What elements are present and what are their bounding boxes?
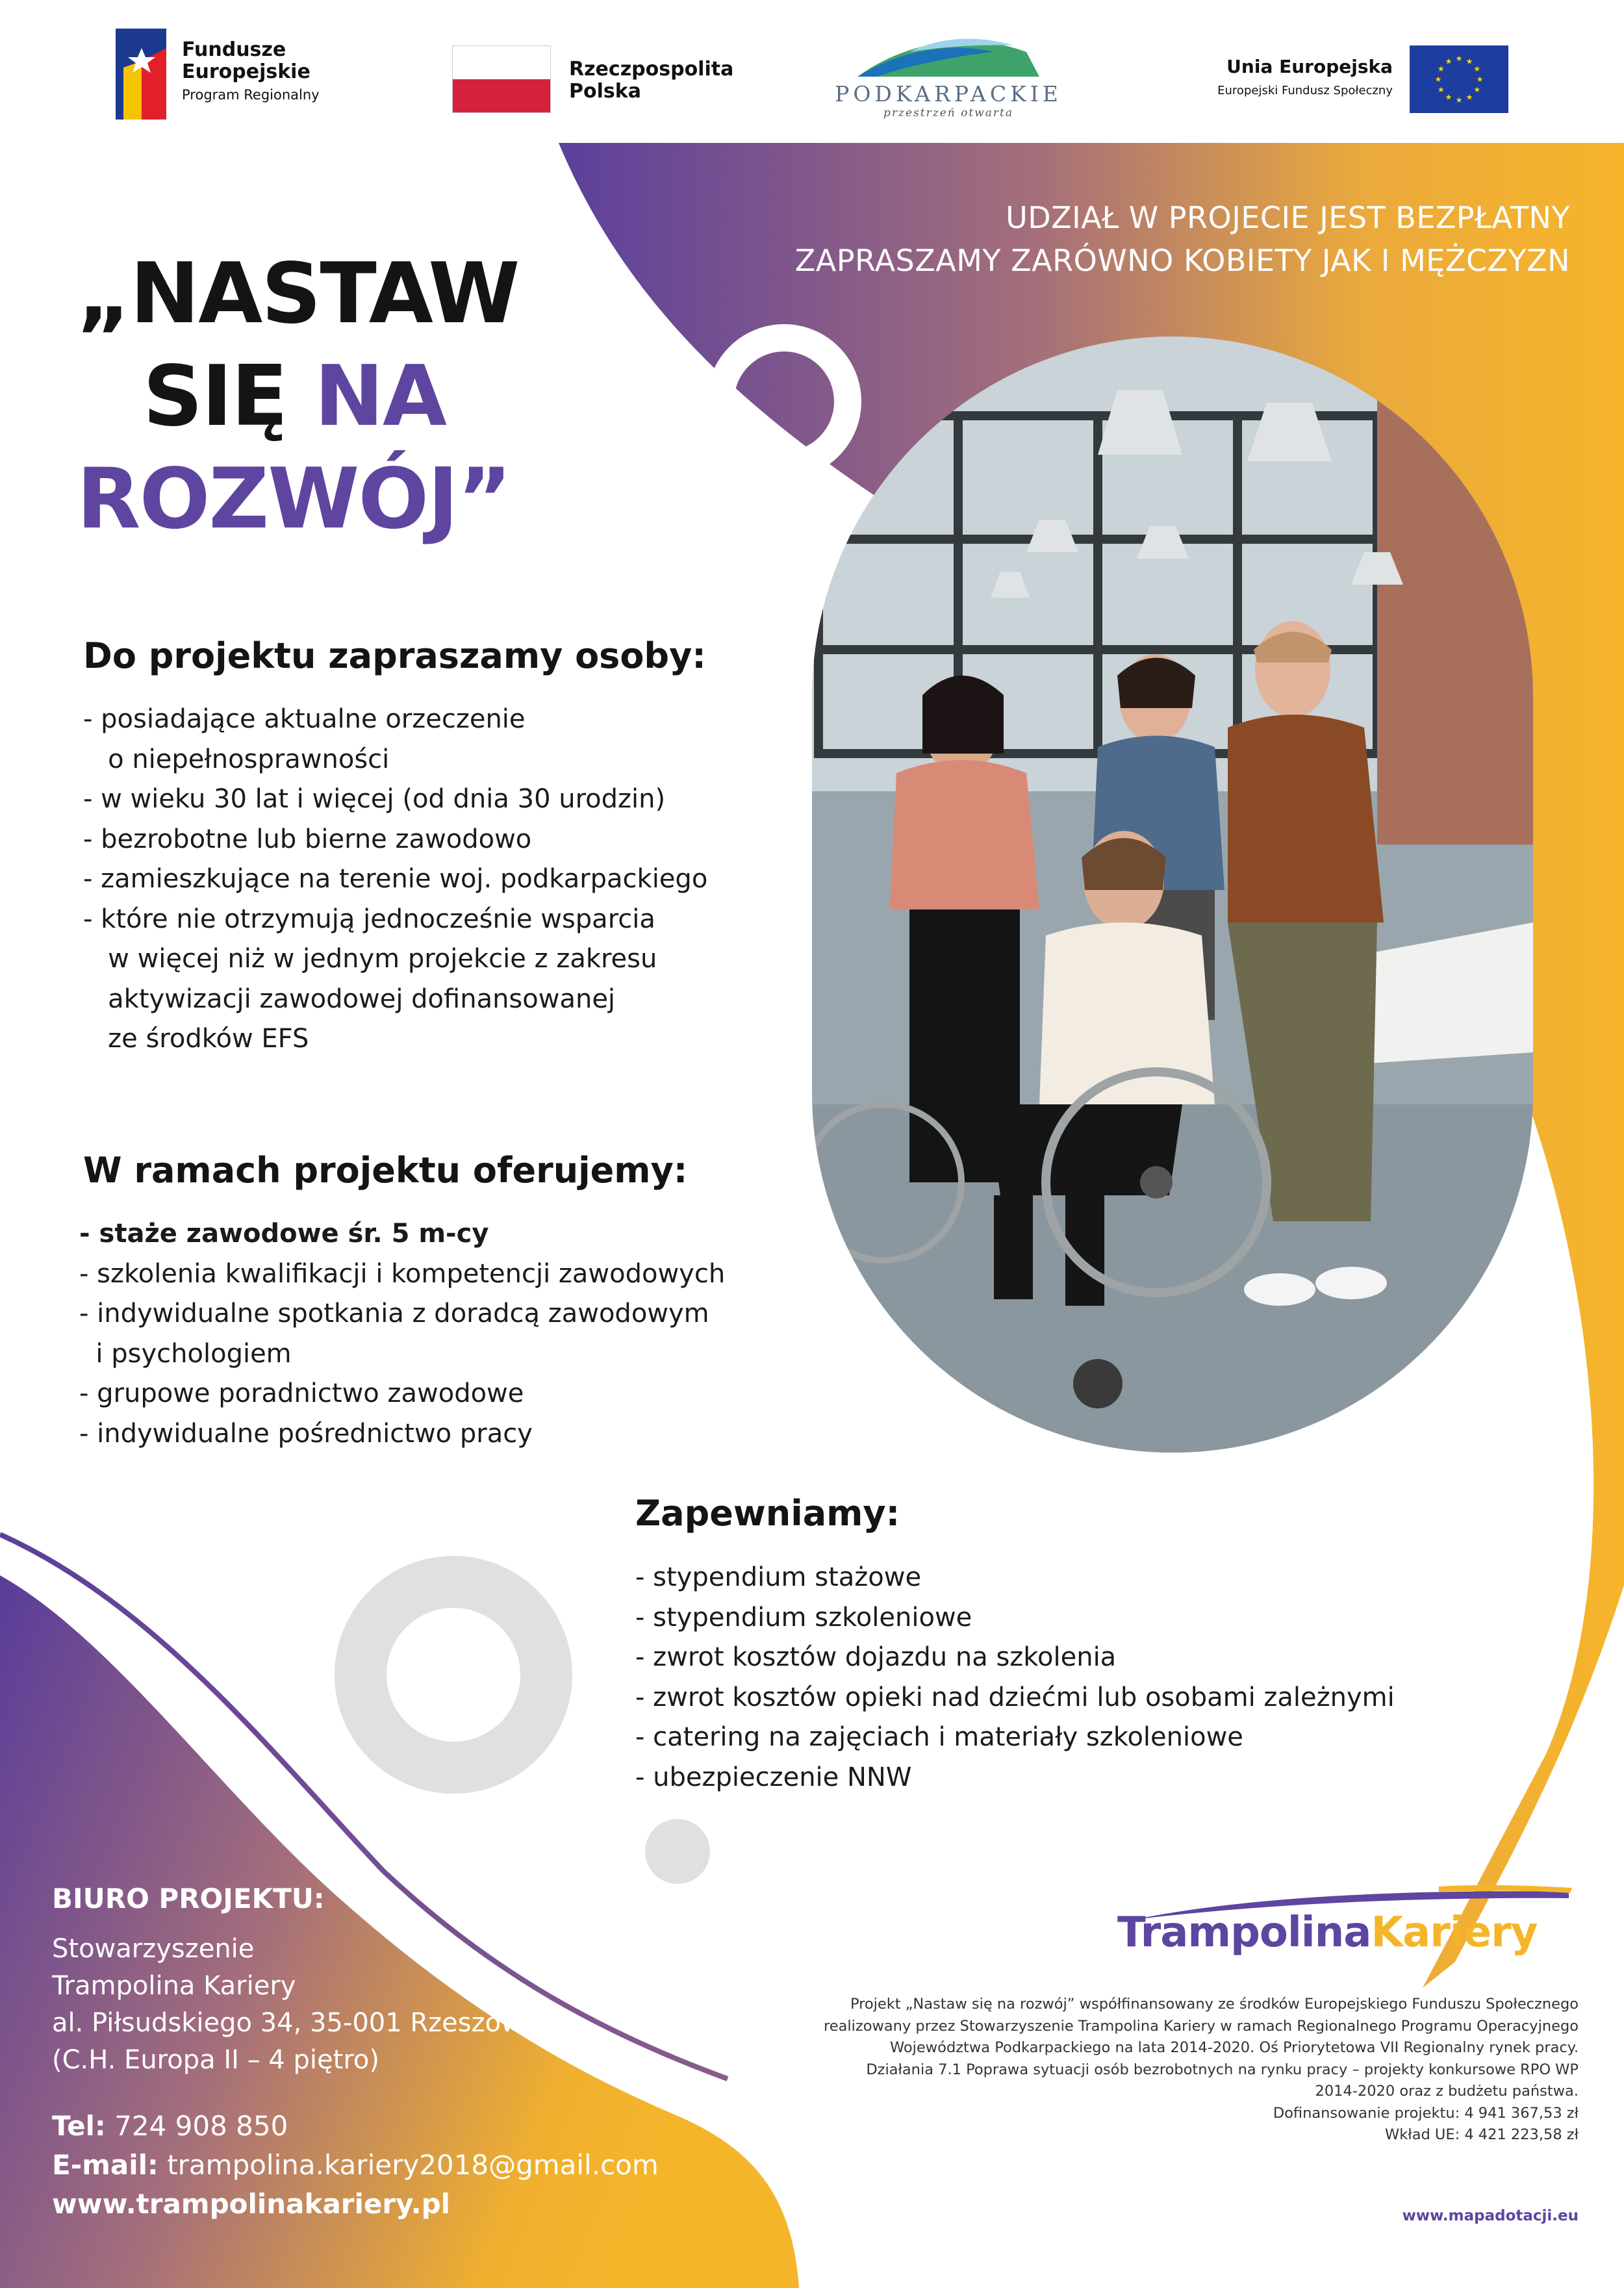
footnote-line: Dofinansowanie projektu: 4 941 367,53 zł (1273, 2104, 1579, 2122)
podkarpackie-name: PODKARPACKIE (835, 81, 1062, 107)
office-contact (52, 2107, 659, 2224)
eu-star-icon: ★ (1465, 57, 1473, 66)
eu-star-icon: ★ (1465, 92, 1473, 102)
trampolina-kariery-logo (1114, 1884, 1575, 1968)
list-item: - catering na zajęciach i materiały szkoleniowe (635, 1722, 1243, 1752)
phone-line (52, 2107, 659, 2146)
team-photo (806, 337, 1533, 1455)
fe-flag-icon (116, 29, 166, 120)
footnote-line: 2014-2020 oraz z budżetu państwa. (1315, 2083, 1579, 2100)
rp-line2: Polska (569, 80, 641, 103)
page-title (77, 243, 596, 551)
source-link[interactable]: www.mapadotacji.eu (1402, 2207, 1579, 2224)
rp-line1: Rzeczpospolita (569, 58, 734, 81)
list-item: - w wieku 30 lat i więcej (od dnia 30 urodzin) (83, 784, 666, 814)
footnote-line: realizowany przez Stowarzyszenie Trampolina Kariery w ramach Regionalnego Programu Operacyjnego (824, 2017, 1579, 2035)
offer-list (79, 1214, 725, 1454)
eu-star-icon: ★ (1476, 75, 1484, 84)
fe-line1: Fundusze (182, 38, 286, 61)
office-heading: BIURO PROJEKTU: (52, 1883, 325, 1914)
eu-star-icon: ★ (1434, 75, 1442, 84)
list-item: - ubezpieczenie NNW (635, 1762, 912, 1792)
website-link[interactable]: www.trampolinakariery.pl (52, 2188, 451, 2220)
phone-number[interactable]: 724 908 850 (114, 2110, 288, 2142)
eu-flag-icon (1410, 45, 1508, 113)
list-item: - zamieszkujące na terenie woj. podkarpackiego (83, 864, 708, 894)
email-link[interactable]: trampolina.kariery2018@gmail.com (167, 2149, 659, 2181)
eu-star-icon: ★ (1437, 64, 1445, 73)
list-item: - które nie otrzymują jednocześnie wsparcia (83, 904, 655, 934)
offer-heading: W ramach projektu oferujemy: (83, 1150, 688, 1191)
phone-label: Tel: (52, 2110, 106, 2142)
trampolina-kariery-wordmark (1117, 1909, 1537, 1957)
eu-star-icon: ★ (1473, 85, 1481, 94)
offer-highlight: - staże zawodowe śr. 5 m-cy (79, 1219, 489, 1249)
list-item: aktywizacji zawodowej dofinansowanej (83, 984, 616, 1014)
fe-sub: Program Regionalny (182, 87, 320, 103)
invite-heading: Do projektu zapraszamy osoby: (83, 635, 706, 676)
list-item: - zwrot kosztów dojazdu na szkolenia (635, 1642, 1117, 1672)
footnote-line: Projekt „Nastaw się na rozwój” współfinansowany ze środków Europejskiego Funduszu Społecznego (850, 1996, 1579, 2013)
fe-line2: Europejskie (182, 60, 311, 83)
list-item: o niepełnosprawności (83, 744, 390, 774)
email-label: E-mail: (52, 2149, 159, 2181)
list-item: - posiadające aktualne orzeczenie (83, 704, 526, 734)
polish-flag-icon (452, 45, 551, 113)
podkarpackie-mountain-icon (831, 26, 1065, 78)
footnote-line: Województwa Podkarpackiego na lata 2014-2020. Oś Priorytetowa VII Regionalny rynek pracy. (889, 2039, 1579, 2056)
intro-invite-all: ZAPRASZAMY ZARÓWNO KOBIETY JAK I MĘŻCZYZN (794, 243, 1570, 278)
eu-star-icon: ★ (1455, 95, 1463, 105)
list-item: - bezrobotne lub bierne zawodowo (83, 824, 532, 854)
list-item: - indywidualne spotkania z doradcą zawodowym (79, 1299, 709, 1328)
list-item: - zwrot kosztów opieki nad dziećmi lub osobami zależnymi (635, 1682, 1395, 1712)
title-line1: „NASTAW (77, 246, 519, 342)
title-line3: ROZWÓJ” (77, 451, 511, 548)
intro-free: UDZIAŁ W PROJECIE JEST BEZPŁATNY (1006, 200, 1570, 235)
eu-star-icon: ★ (1445, 57, 1453, 66)
list-item: i psychologiem (79, 1338, 292, 1369)
eu-star-icon: ★ (1455, 54, 1463, 63)
office-line: al. Piłsudskiego 34, 35-001 Rzeszów (52, 2008, 522, 2038)
office-line: (C.H. Europa II – 4 piętro) (52, 2045, 379, 2075)
eu-star-icon: ★ (1445, 92, 1453, 102)
footnote-line: Wkład UE: 4 421 223,58 zł (1385, 2126, 1579, 2143)
podkarpackie-sub: przestrzeń otwarta (883, 107, 1013, 120)
gray-dot (645, 1819, 710, 1884)
title-line2-purple: NA (314, 348, 446, 445)
fundusze-europejskie-logo (116, 29, 349, 120)
ue-logo (1156, 45, 1508, 114)
list-item: - grupowe poradnictwo zawodowe (79, 1379, 524, 1408)
office-line: Stowarzyszenie (52, 1934, 255, 1964)
title-line2 (77, 346, 596, 448)
list-item: - szkolenia kwalifikacji i kompetencji zawodowych (79, 1258, 726, 1289)
invite-list (83, 700, 707, 1060)
brand-part1: Trampolina (1117, 1909, 1371, 1957)
provide-list (635, 1558, 1395, 1798)
list-item: - indywidualne pośrednictwo pracy (79, 1418, 533, 1449)
brand-part2: Kariery (1371, 1909, 1538, 1957)
office-address (52, 1931, 522, 2079)
list-item: - stypendium szkoleniowe (635, 1602, 972, 1633)
provide-heading: Zapewniamy: (635, 1493, 900, 1534)
email-line (52, 2146, 659, 2185)
eu-star-icon: ★ (1473, 64, 1481, 73)
list-item: - stypendium stażowe (635, 1562, 922, 1592)
office-line: Trampolina Kariery (52, 1971, 296, 2001)
list-item: ze środków EFS (83, 1024, 309, 1054)
list-item: w więcej niż w jednym projekcie z zakresu (83, 944, 657, 974)
ue-sub: Europejski Fundusz Społeczny (1217, 84, 1393, 97)
ue-name: Unia Europejska (1226, 56, 1393, 77)
funding-footnote (669, 1994, 1579, 2146)
title-line2-dark: SIĘ (143, 348, 314, 445)
podkarpackie-logo (831, 26, 1065, 123)
footnote-line: Działania 7.1 Poprawa sytuacji osób bezrobotnych na rynku pracy – projekty konkursowe RPO WP (866, 2061, 1579, 2078)
gray-ring (361, 1582, 546, 1768)
rzeczpospolita-logo (452, 45, 751, 117)
eu-star-icon: ★ (1437, 85, 1445, 94)
